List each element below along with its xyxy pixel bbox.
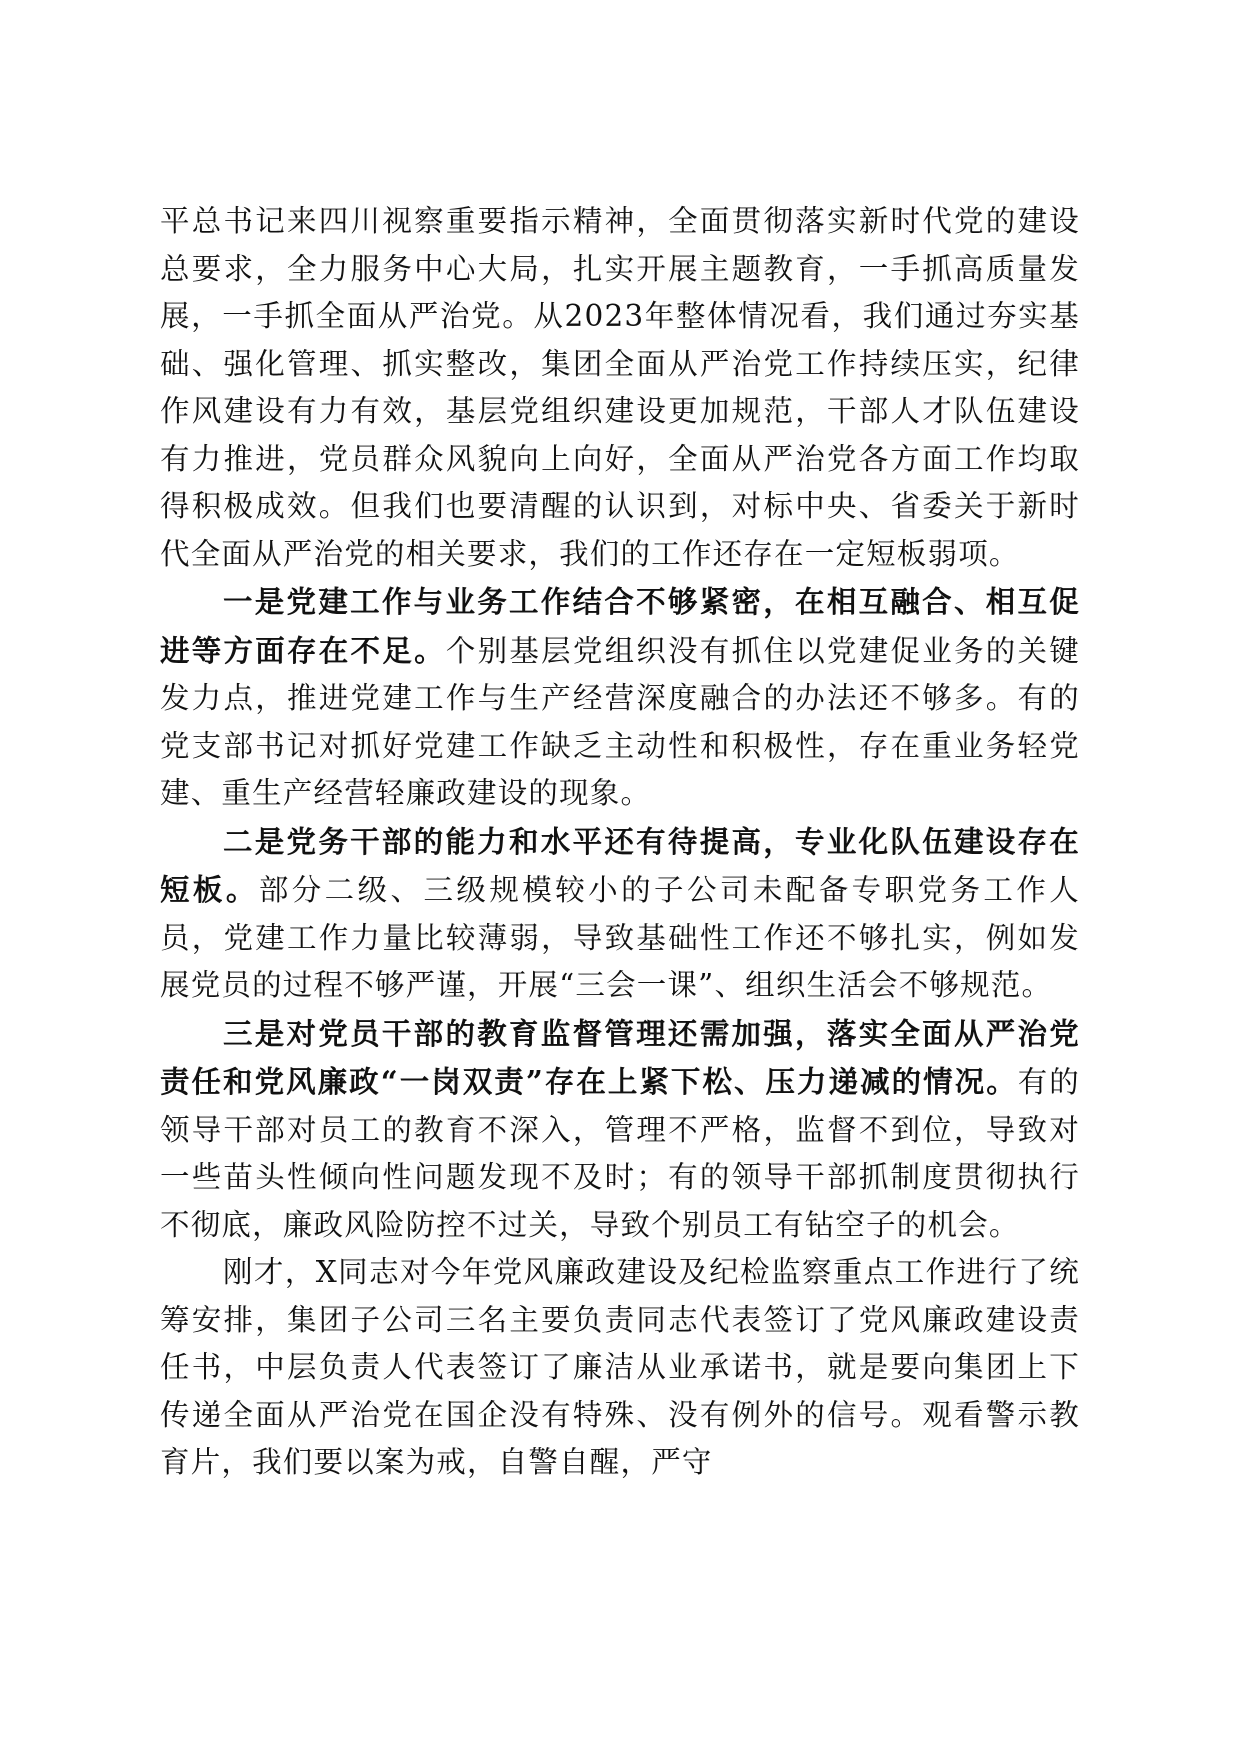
paragraph-4-text: 有的领导干部对员工的教育不深入，管理不严格，监督不到位，导致对一些苗头性倾向性问题发现不及时；有的领导干部抓制度贯彻执行不彻底，廉政风险防控不过关，导致个别员工有钻空子的机会。	[160, 1065, 1080, 1242]
paragraph-3	[160, 818, 1080, 1010]
paragraph-5-text: 刚才，X同志对今年党风廉政建设及纪检监察重点工作进行了统筹安排，集团子公司三名主要负责同志代表签订了党风廉政建设责任书，中层负责人代表签订了廉洁从业承诺书，就是要向集团上下传递全面从严治党在国企没有特殊、没有例外的信号。观看警示教育片，我们要以案为戒，自警自醒，严守	[160, 1255, 1080, 1479]
paragraph-1	[160, 198, 1080, 578]
paragraph-3-text: 部分二级、三级规模较小的子公司未配备专职党务工作人员，党建工作力量比较薄弱，导致基础性工作还不够扎实，例如发展党员的过程不够严谨，开展“三会一课”、组织生活会不够规范。	[160, 873, 1080, 1002]
paragraph-2-lead: 一是党建工作与业务工作结合不够紧密，在相互融合、相互促进等方面存在不足。	[160, 584, 1080, 668]
paragraph-1-text: 平总书记来四川视察重要指示精神，全面贯彻落实新时代党的建设总要求，全力服务中心大局，扎实开展主题教育，一手抓高质量发展，一手抓全面从严治党。从2023年整体情况看，我们通过夯实基础、强化管理、抓实整改，集团全面从严治党工作持续压实，纪律作风建设有力有效，基层党组织建设更加规范，干部人才队伍建设有力推进，党员群众风貌向上向好，全面从严治党各方面工作均取得积极成效。但我们也要清醒的认识到，对标中央、省委关于新时代全面从严治党的相关要求，我们的工作还存在一定短板弱项。	[160, 204, 1080, 571]
paragraph-2	[160, 578, 1080, 818]
paragraph-5	[160, 1249, 1080, 1487]
document-page	[160, 198, 1080, 1487]
paragraph-4-lead: 三是对党员干部的教育监督管理还需加强，落实全面从严治党责任和党风廉政“一岗双责”存在上紧下松、压力递减的情况。	[160, 1015, 1080, 1099]
paragraph-4	[160, 1010, 1080, 1250]
paragraph-2-text: 个别基层党组织没有抓住以党建促业务的关键发力点，推进党建工作与生产经营深度融合的办法还不够多。有的党支部书记对抓好党建工作缺乏主动性和积极性，存在重业务轻党建、重生产经营轻廉政建设的现象。	[160, 633, 1080, 810]
paragraph-3-lead: 二是党务干部的能力和水平还有待提高，专业化队伍建设存在短板。	[160, 823, 1080, 907]
